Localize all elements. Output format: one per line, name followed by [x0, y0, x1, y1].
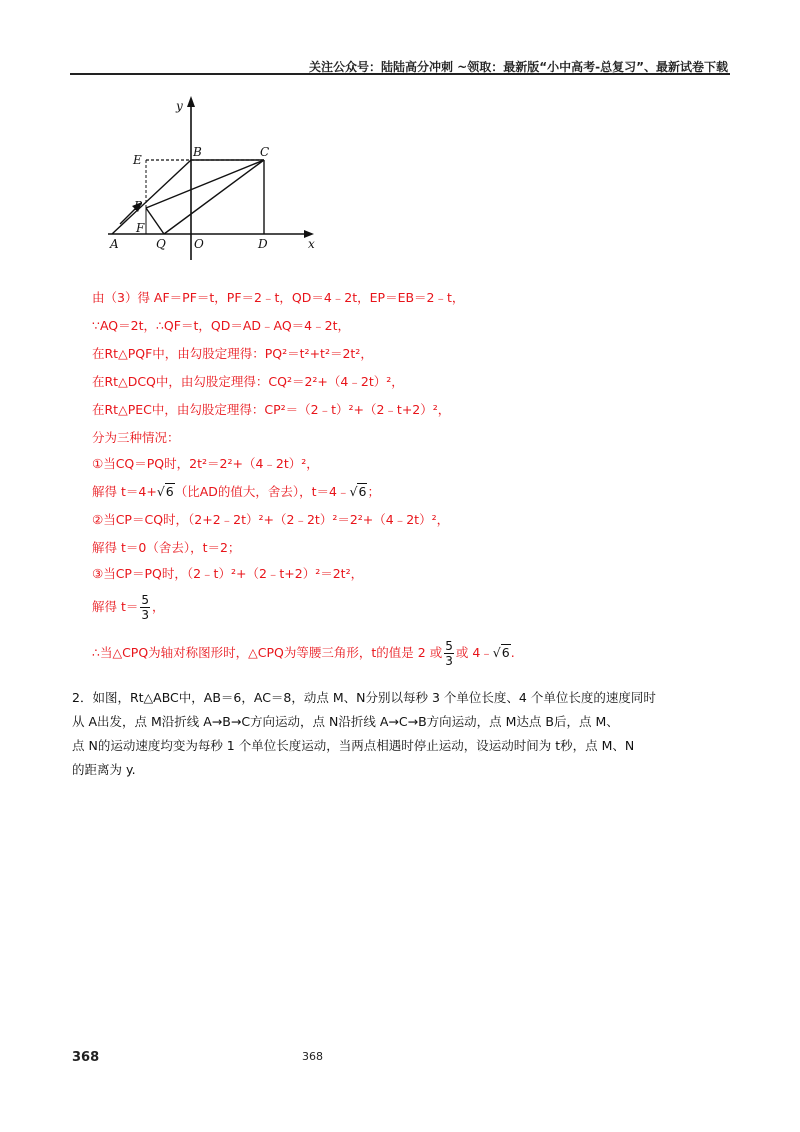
- solution-line-3: 在Rt△PQF中，由勾股定理得：PQ²＝t²+t²＝2t²，: [92, 346, 373, 361]
- problem-line-4: 的距离为 y.: [72, 762, 136, 777]
- solution-line-10: 解得 t＝0（舍去），t＝2；: [92, 540, 241, 555]
- y-axis-arrow: [187, 96, 195, 107]
- solution-line-12: [92, 594, 165, 621]
- solution-line-1: 由（3）得 AF＝PF＝t，PF＝2﹣t，QD＝4﹣2t，EP＝EB＝2﹣t，: [92, 290, 465, 305]
- label-Q: Q: [156, 237, 166, 251]
- solution-line-4: 在Rt△DCQ中，由勾股定理得：CQ²＝2²+（4﹣2t）²，: [92, 374, 404, 389]
- label-D: D: [258, 237, 268, 251]
- solution-line-8: [92, 482, 380, 500]
- solution-line-8-b: （比AD的值大，舍去），t＝4﹣: [174, 484, 350, 499]
- solution-line-8-a: 解得 t＝4+: [92, 484, 157, 499]
- label-E: E: [133, 153, 142, 167]
- solution-line-12-a: 解得 t＝: [92, 599, 139, 614]
- radicand-2: 6: [358, 484, 367, 499]
- solution-line-5: 在Rt△PEC中，由勾股定理得：CP²＝（2﹣t）²+（2﹣t+2）²，: [92, 402, 451, 417]
- solution-line-9: ②当CP＝CQ时，（2+2﹣2t）²+（2﹣2t）²＝2²+（4﹣2t）²，: [92, 512, 450, 527]
- solution-line-7: ①当CQ＝PQ时，2t²＝2²+（4﹣2t）²，: [92, 456, 319, 471]
- sqrt-symbol-1: √6: [156, 484, 174, 499]
- label-F: F: [136, 221, 145, 235]
- solution-line-11: ③当CP＝PQ时，（2﹣t）²+（2﹣t+2）²＝2t²，: [92, 566, 364, 581]
- geometry-figure: [88, 90, 328, 260]
- solution-line-6: 分为三种情况：: [92, 430, 180, 445]
- solution-line-13-b: 或 4﹣: [455, 645, 493, 660]
- problem-line-1: 2．如图，Rt△ABC中，AB＝6，AC＝8，动点 M、N分别以每秒 3 个单位长度、4 个单位长度的速度同时: [72, 690, 656, 705]
- fraction-1: [140, 594, 150, 621]
- problem-line-3: 点 N的运动速度均变为每秒 1 个单位长度运动，当两点相遇时停止运动，设运动时间为 t秒，点 M、N: [72, 738, 635, 753]
- segment-PC: [146, 160, 264, 208]
- solution-line-13-c: .: [510, 645, 515, 660]
- label-y: y: [176, 99, 183, 113]
- page-number-left: 368: [72, 1050, 100, 1065]
- solution-line-2: ∵AQ＝2t，∴QF＝t，QD＝AD﹣AQ＝4﹣2t，: [92, 318, 350, 333]
- fraction-2-denominator: 3: [445, 654, 453, 668]
- label-C: C: [260, 145, 270, 159]
- sqrt-symbol-2: √6: [349, 484, 367, 499]
- fraction-1-numerator: 5: [141, 593, 150, 607]
- solution-line-12-b: ，: [152, 599, 165, 614]
- label-B: B: [193, 145, 202, 159]
- solution-line-13: [92, 640, 515, 667]
- label-x: x: [308, 237, 315, 251]
- fraction-1-denominator: 3: [141, 608, 150, 622]
- page-header: 关注公众号：陆陆高分冲刺 ~领取：最新版“小中高考-总复习”、最新试卷下载: [309, 60, 728, 74]
- label-P: P: [134, 199, 143, 213]
- problem-line-2: 从 A出发，点 M沿折线 A→B→C方向运动，点 N沿折线 A→C→B方向运动，点 M达点 B后，点 M、: [72, 714, 619, 729]
- page-number-center: 368: [302, 1050, 323, 1063]
- label-O: O: [194, 237, 204, 251]
- radicand-3: 6: [501, 645, 510, 660]
- header-rule: [70, 73, 730, 75]
- solution-line-13-a: ∴当△CPQ为轴对称图形时，△CPQ为等腰三角形，t的值是 2 或: [92, 645, 443, 660]
- label-A: A: [110, 237, 119, 251]
- sqrt-symbol-3: √6: [492, 645, 510, 660]
- fraction-2: [444, 640, 454, 667]
- radicand-1: 6: [165, 484, 174, 499]
- solution-line-8-c: ；: [367, 484, 380, 499]
- segment-PQ: [146, 208, 164, 234]
- fraction-2-numerator: 5: [445, 639, 453, 653]
